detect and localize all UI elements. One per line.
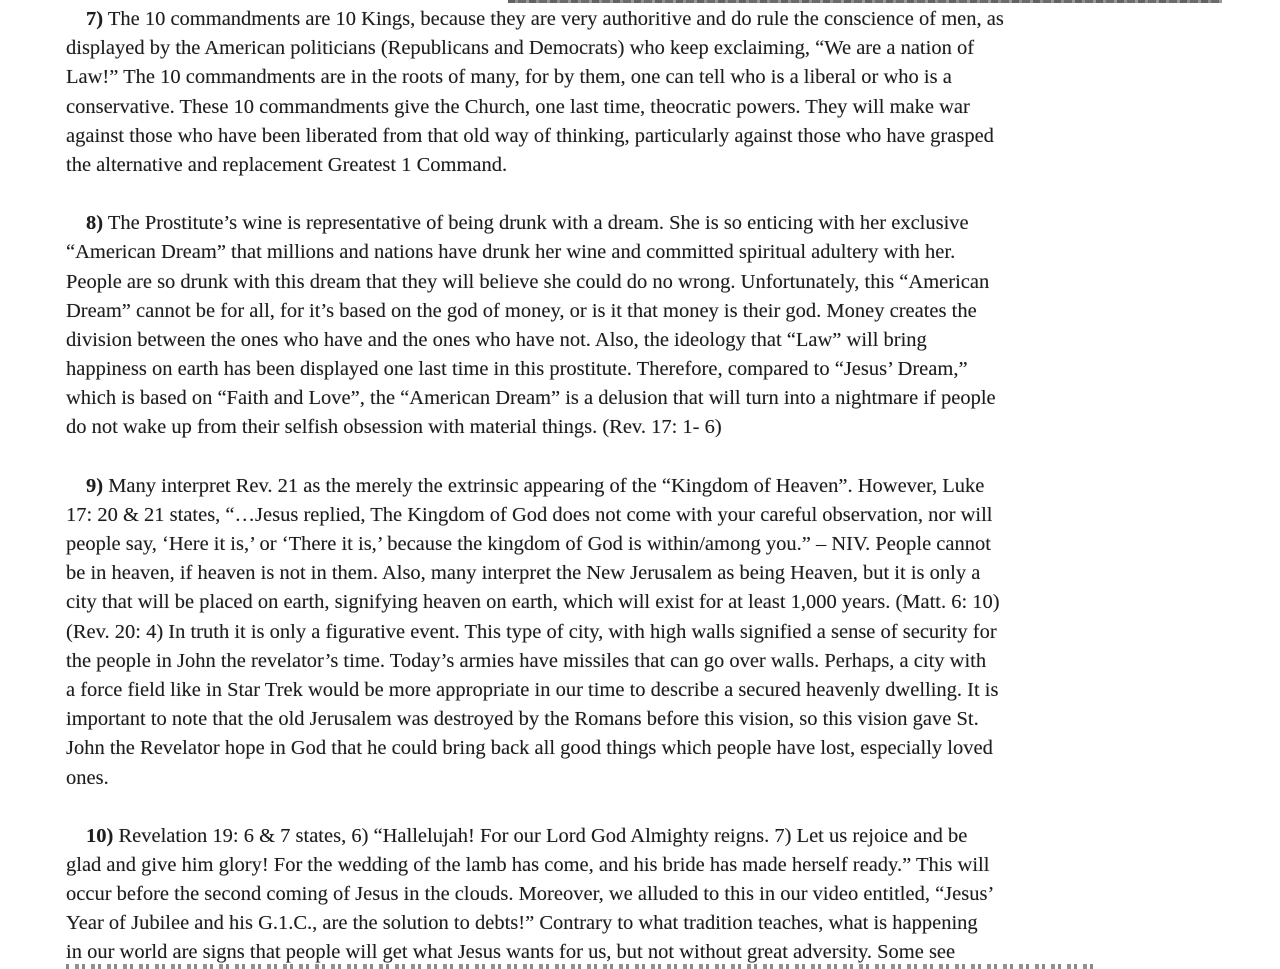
text-line: a force field like in Star Trek would be more appropriate in our time to describe a secured heavenly dwelling. It is: [66, 678, 999, 701]
text-line: against those who have been liberated from that old way of thinking, particularly against those who have grasped: [66, 124, 994, 147]
text-line: be in heaven, if heaven is not in them. Also, many interpret the New Jerusalem as being Heaven, but it is only a: [66, 562, 981, 585]
text-line: Year of Jubilee and his G.1.C., are the solution to debts!” Contrary to what tradition teaches, what is happening: [66, 912, 978, 935]
text-line: people say, ‘Here it is,’ or ‘There it is,’ because the kingdom of God is within/among you.” – NIV. People cannot: [66, 533, 991, 555]
text-line: 9) Many interpret Rev. 21 as the merely the extrinsic appearing of the “Kingdom of Heaven”. However, Luke: [86, 474, 985, 497]
text-line: happiness on earth has been displayed one last time in this prostitute. Therefore, compared to “Jesus’ Dream,”: [66, 358, 968, 381]
text-line: which is based on “Faith and Love”, the “American Dream” is a delusion that will turn into a nightmare if people: [66, 387, 996, 410]
paragraph-number: 7): [86, 8, 104, 30]
text-line: displayed by the American politicians (Republicans and Democrats) who keep exclaiming, “We are a nation of: [66, 37, 975, 60]
paragraph-number: 10): [86, 824, 114, 847]
text-line: glad and give him glory! For the wedding of the lamb has come, and his bride has made herself ready.” This will: [66, 853, 990, 876]
text-line: in our world are signs that people will get what Jesus wants for us, but not without great adversity. Some see: [66, 941, 956, 964]
paragraph: [66, 5, 1222, 180]
paragraph: [66, 822, 1222, 968]
paragraph-number: 8): [86, 212, 104, 235]
paragraph: [66, 472, 1222, 793]
text-line: John the Revelator hope in God that he could bring back all good things which people have lost, especially loved: [66, 737, 993, 760]
text-line: 17: 20 & 21 states, “…Jesus replied, The Kingdom of God does not come with your careful observation, nor will: [66, 503, 993, 526]
text-line: conservative. These 10 commandments give the Church, one last time, theocratic powers. They will make war: [66, 95, 970, 118]
text-line: 10) Revelation 19: 6 & 7 states, 6) “Hallelujah! For our Lord God Almighty reigns. 7) Let us rejoice and be: [86, 824, 968, 847]
text-line: ones.: [66, 766, 109, 789]
text-line: occur before the second coming of Jesus in the clouds. Moreover, we alluded to this in our video entitled, “Jesus’: [66, 883, 995, 906]
text-line: “American Dream” that millions and nations have drunk her wine and committed spiritual adultery with her.: [66, 241, 956, 264]
text-line: People are so drunk with this dream that they will believe she could do no wrong. Unfortunately, this “American: [66, 270, 990, 293]
text-line: Dream” cannot be for all, for it’s based on the god of money, or is it that money is their god. Money creates the: [66, 299, 977, 322]
text-line: Law!” The 10 commandments are in the roots of many, for by them, one can tell who is a liberal or who is a: [66, 66, 952, 89]
clipped-text-remnant-top: [508, 0, 1222, 3]
text-line: do not wake up from their selfish obsession with material things. (Rev. 17: 1- 6): [66, 416, 722, 439]
text-line: division between the ones who have and the ones who have not. Also, the ideology that “Law” will bring: [66, 328, 927, 351]
clipped-text-remnant-bottom: [66, 964, 1098, 969]
text-line: 7) The 10 commandments are 10 Kings, because they are very authoritive and do rule the conscience of men, as: [86, 8, 1004, 30]
text-line: important to note that the old Jerusalem was destroyed by the Romans before this vision, so this vision gave St.: [66, 708, 979, 731]
text-line: 8) The Prostitute’s wine is representative of being drunk with a dream. She is so enticing with her exclusive: [86, 212, 969, 235]
text-line: (Rev. 20: 4) In truth it is only a figurative event. This type of city, with high walls signified a sense of security for: [66, 620, 997, 643]
document-body: [66, 5, 1222, 968]
text-line: the people in John the revelator’s time. Today’s armies have missiles that can go over walls. Perhaps, a city with: [66, 649, 987, 672]
paragraph: [66, 209, 1222, 443]
paragraph-number: 9): [86, 474, 104, 497]
text-line: the alternative and replacement Greatest 1 Command.: [66, 153, 508, 176]
text-line: city that will be placed on earth, signifying heaven on earth, which will exist for at least 1,000 years. (Matt. 6: 10): [66, 591, 1000, 614]
